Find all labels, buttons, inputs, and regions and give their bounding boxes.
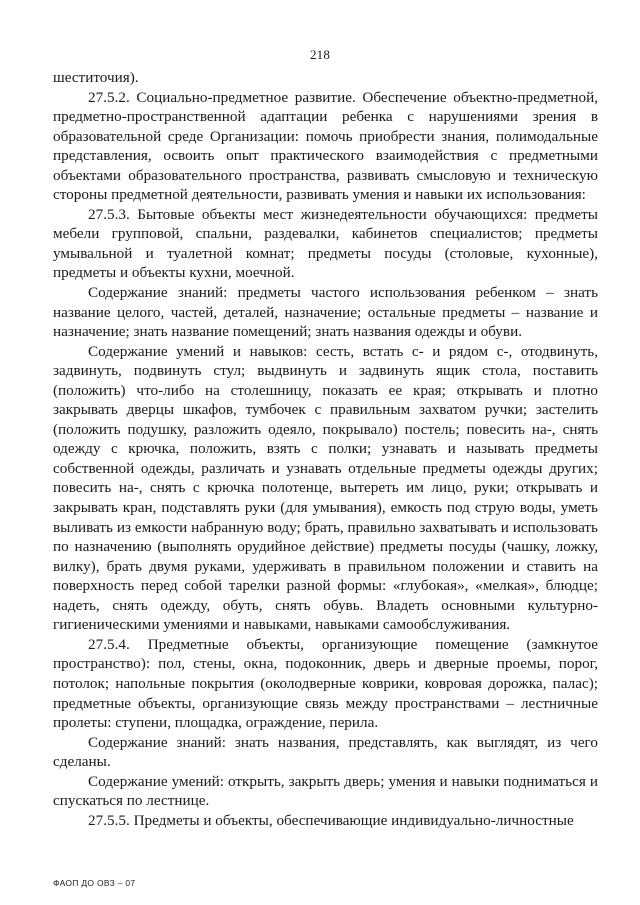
paragraph-27-5-3: 27.5.3. Бытовые объекты мест жизнедеятельности обучающихся: предметы мебели групповой, спальни, раздевалки, кабинетов специалистов; предметы умывальной и туалетной комнат; предметы посуды (столовые, кухонные), предметы и объекты кухни, моечной. [53,205,598,282]
paragraph-27-5-2: 27.5.2. Социально-предметное развитие. Обеспечение объектно-предметной, предметно-пространственной адаптации ребенка с нарушениями зрения в образовательной среде Организации: помочь приобрести знания, полимодальные представления, освоить опыт практического взаимодействия с предметными объектами образовательного пространства, развивать смысловую и техническую стороны предметной деятельности, развивать умения и навыки их использования: [53,88,598,204]
paragraph-knowledge-content-1: Содержание знаний: предметы частого использования ребенком – знать название целого, частей, деталей, назначение; остальные предметы – название и назначение; знать название помещений; знать названия одежды и обуви. [53,284,598,341]
paragraph-knowledge-content-2: Содержание знаний: знать названия, представлять, как выглядят, из чего сделаны. [53,733,598,771]
document-body [53,68,598,830]
paragraph-27-5-4: 27.5.4. Предметные объекты, организующие помещение (замкнутое пространство): пол, стены, окна, подоконник, дверь и дверные проемы, порог, потолок; напольные покрытия (околодверные коврики, ковровая дорожка, палас); предметные объекты, организующие связь между пространствами – лестничные пролеты: ступени, площадка, ограждение, перила. [53,635,598,732]
paragraph-skills-content-2: Содержание умений: открыть, закрыть дверь; умения и навыки подниматься и спускаться по лестнице. [53,772,598,810]
paragraph-27-5-5: 27.5.5. Предметы и объекты, обеспечивающие индивидуально-личностные [88,811,574,829]
paragraph-continuation: шеститочия). [53,69,139,86]
page-number: 218 [309,47,331,62]
document-footer: ФАОП ДО ОВЗ – 07 [53,878,136,888]
paragraph-skills-content-1: Содержание умений и навыков: сесть, встать с- и рядом с-, отодвинуть, задвинуть, подвинуть стул; выдвинуть и задвинуть ящик стола, поставить (положить) что-либо на столешницу, показать ее края; открывать и плотно закрывать дверцы шкафов, тумбочек с правильным захватом ручки; застелить (положить подушку, разложить одеяло, покрывало) постель; повесить на-, снять одежду с крючка, положить, взять с полки; узнавать и называть предметы собственной одежды, различать и узнавать отдельные предметы одежды других; повесить на-, снять с крючка полотенце, вытереть им лицо, руки; открывать и закрывать кран, подставлять руки (для умывания), емкость под струю воды, уметь выливать из емкости набранную воду; брать, правильно захватывать и использовать по назначению (выполнять орудийное действие) предметы посуды (чашку, ложку, вилку), брать двумя руками, удерживать в правильном положении и ставить на поверхность перед собой тарелки разной формы: «глубокая», «мелкая», блюдце; надеть, снять одежду, обуть, снять обувь. Владеть основными культурно-гигиеническими умениями и навыками, навыками самообслуживания. [53,342,598,634]
